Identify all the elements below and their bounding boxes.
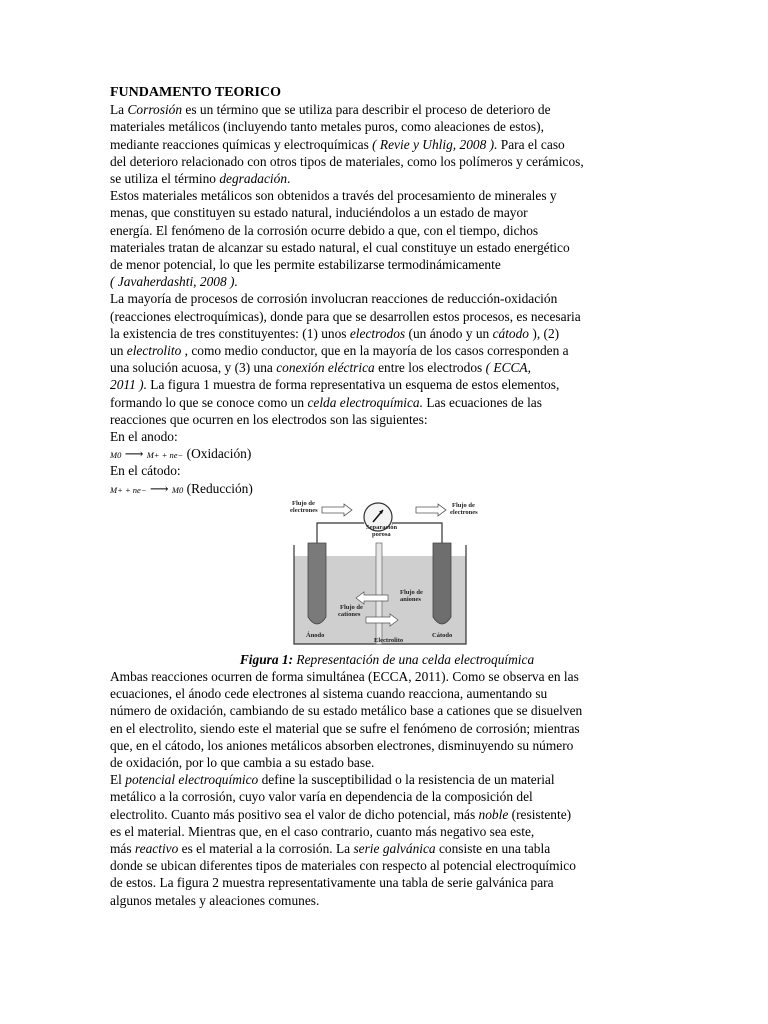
eq-right: M0 — [171, 484, 184, 495]
text-line: materiales tratan de alcanzar su estado natural, el cual constituye un estado energético — [110, 239, 570, 255]
caption-number: Figura 1: — [239, 651, 294, 667]
label-flow-right-2: electrones — [450, 508, 478, 516]
eq-name: (Oxidación) — [186, 446, 252, 462]
citation: ( Revie y Uhlig, 2008 ). — [372, 136, 498, 152]
text: (un ánodo y un — [405, 325, 493, 341]
text: es un término que se utiliza para describir el proceso de deterioro de — [182, 102, 551, 118]
text: un — [110, 343, 127, 359]
arrow-icon: ⟶ — [124, 446, 144, 462]
text: electrolito. Cuanto más positivo sea el valor de dicho potencial, más — [110, 806, 479, 822]
electron-flow-arrow-right — [416, 504, 446, 516]
text-line: de menor potencial, lo que les permite estabilizarse termodinámicamente — [110, 257, 501, 273]
porous-separator — [376, 543, 382, 644]
text: es el material a la corrosión. La — [178, 841, 354, 857]
text: una solución acuosa, y (3) una — [110, 360, 277, 376]
electron-flow-arrow-left — [322, 504, 352, 516]
term-celda: celda electroquímica. — [307, 394, 423, 410]
term-conexion: conexión eléctrica — [276, 360, 375, 376]
citation: ( ECCA, — [485, 360, 531, 376]
citation: ( Javaherdashti, 2008 ). — [110, 274, 238, 290]
eq-left: M0 — [110, 450, 122, 461]
reduction-equation — [110, 480, 660, 497]
text-line: es el material. Mientras que, en el caso contrario, cuanto más negativo sea este, — [110, 823, 535, 839]
label-cation-2: cationes — [338, 610, 361, 618]
text: . — [287, 171, 291, 187]
term-corrosion: Corrosión — [127, 102, 183, 118]
term-noble: noble — [478, 806, 509, 822]
text: Las ecuaciones de las — [422, 394, 542, 410]
figure-electrochemical-cell — [110, 497, 660, 651]
term-serie-galvanica: serie galvánica — [353, 841, 436, 857]
text-line: algunos metales y aleaciones comunes. — [110, 892, 320, 908]
text: define la susceptibilidad o la resistencia de un material — [258, 772, 555, 788]
text-line: que, en el cátodo, los aniones metálicos absorben electrones, disminuyendo su número — [110, 737, 574, 753]
paragraph-redox — [110, 290, 660, 428]
anode-electrode — [308, 543, 326, 624]
text: Para el caso — [497, 136, 565, 152]
label-flow-right-1: Flujo de — [452, 501, 475, 509]
text: entre los electrodos — [374, 360, 486, 376]
oxidation-equation — [110, 445, 660, 462]
term-potencial: potencial electroquímico — [125, 772, 259, 788]
arrow-icon: ⟶ — [149, 480, 169, 496]
text-line: de estos. La figura 2 muestra representativamente una tabla de serie galvánica para — [110, 875, 554, 891]
text-line: La mayoría de procesos de corrosión involucran reacciones de reducción-oxidación — [110, 291, 558, 307]
paragraph-metal-origin — [110, 187, 660, 290]
cathode-label: En el cátodo: — [110, 463, 181, 479]
label-anode: Ánodo — [306, 631, 325, 639]
term-electrolito: electrolito — [126, 343, 182, 359]
term-degradacion: degradación — [219, 171, 288, 187]
text-line: Ambas reacciones ocurren de forma simultánea (ECCA, 2011). Como se observa en las — [110, 669, 579, 685]
label-cation-1: Flujo de — [340, 603, 363, 611]
text-line: reacciones que ocurren en los electrodos son las siguientes: — [110, 411, 428, 427]
text-line: (reacciones electroquímicas), donde para que se desarrollen estos procesos, es necesaria — [110, 308, 581, 324]
text: la existencia de tres constituyentes: (1) unos — [110, 325, 350, 341]
electrochemical-cell-diagram — [282, 499, 488, 647]
citation: 2011 ). — [110, 377, 147, 393]
text: (resistente) — [508, 806, 572, 822]
label-anion-1: Flujo de — [400, 588, 423, 596]
text-line: metálico a la corrosión, cuyo valor varía en dependencia de la composición del — [110, 789, 533, 805]
text: La figura 1 muestra de forma representativa un esquema de estos elementos, — [146, 377, 560, 393]
text: La — [110, 102, 128, 118]
term-reactivo: reactivo — [134, 841, 179, 857]
eq-right: M+ + ne− — [146, 450, 184, 461]
paragraph-simultaneous-reactions — [110, 668, 660, 771]
label-separation-1: Separación — [366, 523, 398, 531]
text: El — [110, 772, 126, 788]
anode-label: En el anodo: — [110, 429, 178, 445]
term-electrodos: electrodos — [349, 325, 406, 341]
text-line: energía. El fenómeno de la corrosión ocurre debido a que, con el tiempo, dichos — [110, 222, 539, 238]
caption-text: Representación de una celda electroquímica — [293, 651, 535, 667]
label-cathode: Cátodo — [432, 631, 453, 639]
text-line: ecuaciones, el ánodo cede electrones al sistema cuando reacciona, aumentando su — [110, 686, 548, 702]
text-line: en el electrolito, siendo este el material que se sufre el fenómeno de corrosión; mientras — [110, 720, 580, 736]
wire-right — [392, 523, 442, 543]
eq-name: (Reducción) — [186, 480, 253, 496]
text-line: número de oxidación, cambiando de su estado metálico base a cationes que se disuelven — [110, 703, 583, 719]
text: ), (2) — [529, 325, 560, 341]
text-line: menas, que constituyen su estado natural, induciéndolos a un estado de mayor — [110, 205, 528, 221]
text: más — [110, 841, 135, 857]
text: consiste en una tabla — [435, 841, 551, 857]
text: formando lo que se conoce como un — [110, 394, 308, 410]
paragraph-electrochemical-potential — [110, 771, 660, 909]
text: mediante reacciones químicas y electroquímicas — [110, 136, 373, 152]
text-line: donde se ubican diferentes tipos de materiales con respecto al potencial electroquímico — [110, 858, 576, 874]
figure-caption — [110, 651, 660, 668]
wire-left — [317, 523, 364, 543]
eq-left: M+ + ne− — [110, 484, 147, 495]
text: , como medio conductor, que en la mayoría de los casos corresponden a — [181, 343, 569, 359]
section-title: FUNDAMENTO TEORICO — [110, 85, 282, 100]
label-electrolyte: Electrolito — [374, 636, 404, 644]
paragraph-corrosion-definition — [110, 101, 660, 187]
label-flow-left-1: Flujo de — [292, 499, 315, 507]
text-line: materiales metálicos (incluyendo tanto metales puros, como aleaciones de estos), — [110, 119, 544, 135]
label-anion-2: aniones — [400, 595, 421, 603]
text: se utiliza el término — [110, 171, 220, 187]
document-page — [110, 84, 660, 909]
label-separation-2: porosa — [372, 530, 391, 538]
label-flow-left-2: electrones — [290, 506, 318, 514]
text-line: del deterioro relacionado con otros tipos de materiales, como los polímeros y cerámicos, — [110, 153, 584, 169]
cathode-electrode — [433, 543, 451, 624]
text-line: Estos materiales metálicos son obtenidos a través del procesamiento de minerales y — [110, 188, 557, 204]
term-catodo: cátodo — [492, 325, 530, 341]
text-line: de oxidación, por lo que cambia a su estado base. — [110, 755, 375, 771]
